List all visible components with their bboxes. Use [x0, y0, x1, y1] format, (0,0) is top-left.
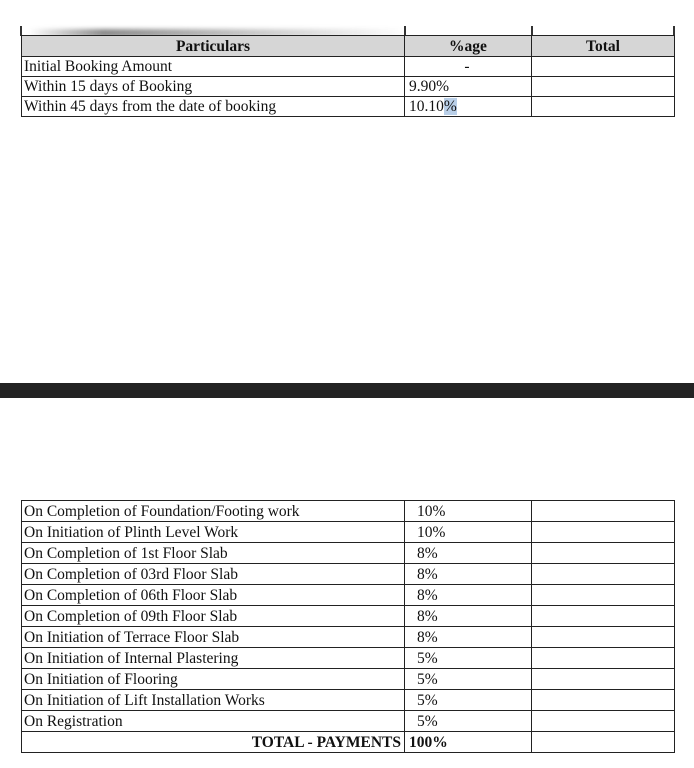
- total-cell[interactable]: [532, 585, 675, 606]
- table-row: [22, 97, 675, 117]
- table-row: [22, 690, 675, 711]
- percentage-cell: 8%: [405, 564, 532, 585]
- total-header: Total: [532, 36, 675, 57]
- total-cell[interactable]: [532, 97, 675, 117]
- table-row: [22, 606, 675, 627]
- particular-cell: Within 15 days of Booking: [22, 77, 405, 97]
- page-divider: [0, 383, 694, 398]
- total-cell[interactable]: [532, 522, 675, 543]
- total-cell[interactable]: [532, 669, 675, 690]
- text-selection-highlight: %: [443, 98, 457, 115]
- percentage-cell: -: [405, 57, 532, 77]
- table-row: [22, 711, 675, 732]
- percentage-cell: 9.90%: [405, 77, 532, 97]
- total-percentage-cell: 100%: [405, 732, 532, 753]
- particular-cell: Within 45 days from the date of booking: [22, 97, 405, 117]
- total-row: [22, 732, 675, 753]
- particular-cell: Initial Booking Amount: [22, 57, 405, 77]
- payment-schedule-table-top: [21, 35, 675, 117]
- percentage-cell: 8%: [405, 543, 532, 564]
- table-row: [22, 564, 675, 585]
- particular-cell: On Initiation of Internal Plastering: [22, 648, 405, 669]
- table-row: [22, 501, 675, 522]
- total-cell[interactable]: [532, 648, 675, 669]
- total-cell[interactable]: [532, 606, 675, 627]
- grand-total-cell[interactable]: [532, 732, 675, 753]
- particular-cell: On Initiation of Terrace Floor Slab: [22, 627, 405, 648]
- percentage-value: 10.10: [409, 98, 444, 115]
- particular-cell: On Initiation of Plinth Level Work: [22, 522, 405, 543]
- percentage-cell: 5%: [405, 690, 532, 711]
- percentage-cell: 5%: [405, 648, 532, 669]
- percentage-cell: 10%: [405, 501, 532, 522]
- particular-cell: On Completion of 09th Floor Slab: [22, 606, 405, 627]
- table-row: [22, 57, 675, 77]
- percentage-cell: 8%: [405, 585, 532, 606]
- percentage-cell: [405, 97, 532, 117]
- total-cell[interactable]: [532, 77, 675, 97]
- particular-cell: On Completion of 06th Floor Slab: [22, 585, 405, 606]
- total-cell[interactable]: [532, 57, 675, 77]
- percentage-cell: 8%: [405, 627, 532, 648]
- particular-cell: On Initiation of Flooring: [22, 669, 405, 690]
- percentage-cell: 8%: [405, 606, 532, 627]
- percentage-cell: 10%: [405, 522, 532, 543]
- table-row: [22, 543, 675, 564]
- total-cell[interactable]: [532, 543, 675, 564]
- table-row: [22, 77, 675, 97]
- total-cell[interactable]: [532, 690, 675, 711]
- table-row: [22, 522, 675, 543]
- percentage-cell: 5%: [405, 669, 532, 690]
- particular-cell: On Completion of 1st Floor Slab: [22, 543, 405, 564]
- table-row: [22, 627, 675, 648]
- percentage-header: %age: [405, 36, 532, 57]
- total-cell[interactable]: [532, 564, 675, 585]
- total-cell[interactable]: [532, 711, 675, 732]
- percentage-cell: 5%: [405, 711, 532, 732]
- total-payments-label: TOTAL - PAYMENTS: [22, 732, 405, 753]
- particular-cell: On Completion of Foundation/Footing work: [22, 501, 405, 522]
- table-row: [22, 648, 675, 669]
- particular-cell: On Completion of 03rd Floor Slab: [22, 564, 405, 585]
- header-row: [22, 36, 675, 57]
- total-cell[interactable]: [532, 501, 675, 522]
- table-row: [22, 669, 675, 690]
- particular-cell: On Initiation of Lift Installation Works: [22, 690, 405, 711]
- particular-cell: On Registration: [22, 711, 405, 732]
- payment-schedule-table-bottom: [21, 500, 675, 753]
- particulars-header: Particulars: [22, 36, 405, 57]
- table-row: [22, 585, 675, 606]
- total-cell[interactable]: [532, 627, 675, 648]
